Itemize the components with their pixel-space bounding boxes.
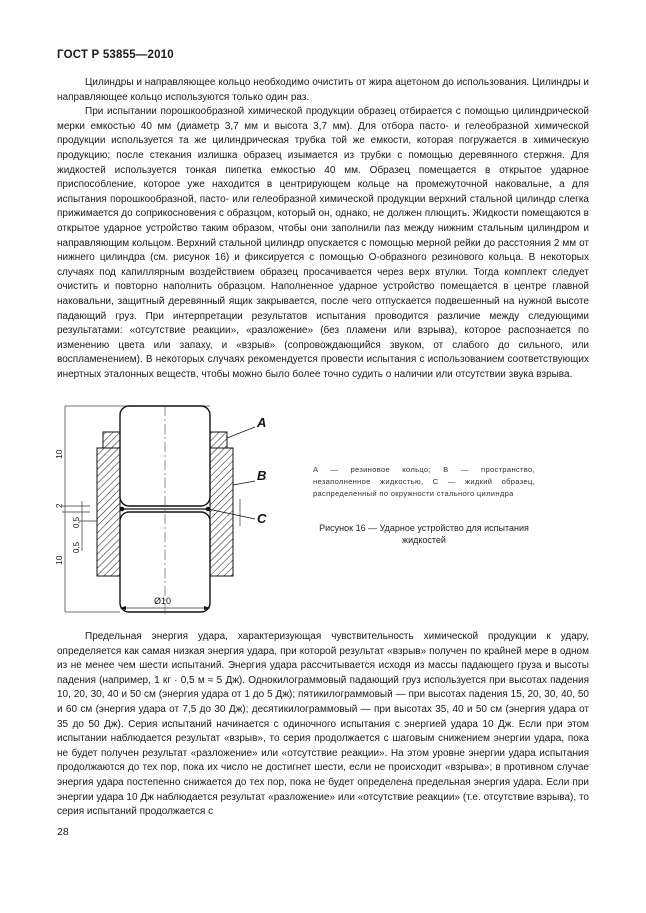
- o-ring-left: [103, 432, 120, 448]
- page-number: 28: [57, 826, 69, 838]
- leader-a: [227, 427, 255, 438]
- label-a: A: [257, 415, 267, 430]
- body-text-top: [57, 76, 589, 382]
- body-text-bottom: [57, 630, 589, 820]
- figure-caption: Рисунок 16 — Ударное устройство для испытания жидкостей: [319, 523, 529, 545]
- guide-ring-left: [97, 448, 120, 576]
- paragraph: Предельная энергия удара, характеризующая чувствительность химической продукции к удару, определяется как самая низкая энергия удара, при которой результат «взрыв» получен по крайней мере в одном из не менее чем шести испытаний. Энергия удара рассчитывается исходя из массы падающего груза и высоты падения (например, 1 кг · 0,5 м ≈ 5 Дж). Однокилограммовый падающий груз используется при высотах падения 10, 20, 30, 40 и 50 см (энергия удара от 1 до 5 Дж); пятикилограммовый — при высотах падения 15, 20, 30, 40, 50 и 60 см (энергия удара от 7,5 до 30 Дж); десятикилограммовый — при высотах 35, 40 и 50 см (энергия удара от 35 до 50 Дж). Серия испытаний начинается с одиночного испытания с энергией удара 10 Дж. Если при этом испытании наблюдается результат «взрыв», то серия продолжается с шаговым снижением энергии удара, пока не будет получен результат «разложение» или «отсутствие реакции». На этом уровне энергии удара испытания продолжаются до тех пор, пока их число не достигнет шести, если не происходит «взрыва»; в противном случае энергия удара постепенно снижается до тех пор, пока не будет определена предельная энергия удара. Если при энергии удара 10 Дж наблюдается результат «разложение» или «отсутствие реакции» (т.е. отсутствие взрыва), то серия испытаний продолжается с: [57, 631, 589, 818]
- dim-05-left: 0,5: [72, 516, 81, 528]
- dim-10-top: 10: [54, 449, 64, 459]
- dim-diameter: Ø10: [154, 596, 172, 606]
- paragraph: Цилиндры и направляющее кольцо необходимо очистить от жира ацетоном до использования. Цилиндры и направляющее кольцо используются только один раз.: [57, 77, 589, 103]
- document-header: ГОСТ Р 53855—2010: [57, 49, 174, 61]
- dim-10-bottom: 10: [54, 555, 64, 565]
- leader-b: [233, 481, 255, 485]
- paragraph: При испытании порошкообразной химической продукции образец отбирается с помощью цилиндрической мерки емкостью 40 мм (диаметр 3,7 мм и высота 3,7 мм). Для отбора пасто- и гелеобразной химической продукции используется та же цилиндрическая трубка той же емкости, которая погружается в химическую продукцию; после стекания излишка образец изымается из трубки с помощью деревянного стержня. Для жидкостей используется тонкая пипетка емкостью 40 мм. Образец помещается в открытое ударное приспособление, которое уже находится в центрирующем кольце на промежуточной наковальне, а для испытания порошкообразной, пасто- или гелеобразной химической продукции верхний стальной цилиндр слегка прижимается до соприкосновения с образцом, который он, однако, не должен плющить. Жидкости помещаются в открытое ударное устройство таким образом, чтобы они заполнили паз между нижним стальным цилиндром и направляющим кольцом. Верхний стальной цилиндр опускается с помощью мерной рейки до расстояния 2 мм от нижнего цилиндра (см. рисунок 16) и фиксируется с помощью О-образного резинового кольца. В некоторых случаях под капиллярным воздействием образец просачивается через верх втулки. Тогда комплект следует очистить и повторно наполнить образцом. Наполненное ударное устройство помещается в центре главной наковальни, защитный деревянный ящик закрывается, после чего отпускается подвешенный на нужной высоте падающий груз. При интерпретации результатов испытания проводится различие между следующими результатами: «отсутствие реакции», «разложение» (без пламени или взрыва), которое распознается по изменению цвета или запаху, и «взрыв» (сопровождающийся звуком, от слабого до сильного, или воспламенением). В некоторых случаях рекомендуется провести испытания с использованием соответствующих инертных эталонных веществ, чтобы можно было более точно судить о наличии или отсутствии звука взрыва.: [57, 106, 589, 380]
- label-c: C: [257, 511, 267, 526]
- dim-05-right: 0,5: [72, 541, 81, 553]
- label-b: B: [257, 468, 267, 483]
- liquid-point-left: [120, 507, 125, 512]
- dim-2: 2: [55, 503, 64, 508]
- figure-legend: A — резиновое кольцо; B — пространство, незаполненное жидкостью, C — жидкий образец, распределенный по окружности стального цилиндра: [313, 465, 535, 498]
- figure-16-drawing: [50, 403, 280, 623]
- o-ring-right: [210, 432, 227, 448]
